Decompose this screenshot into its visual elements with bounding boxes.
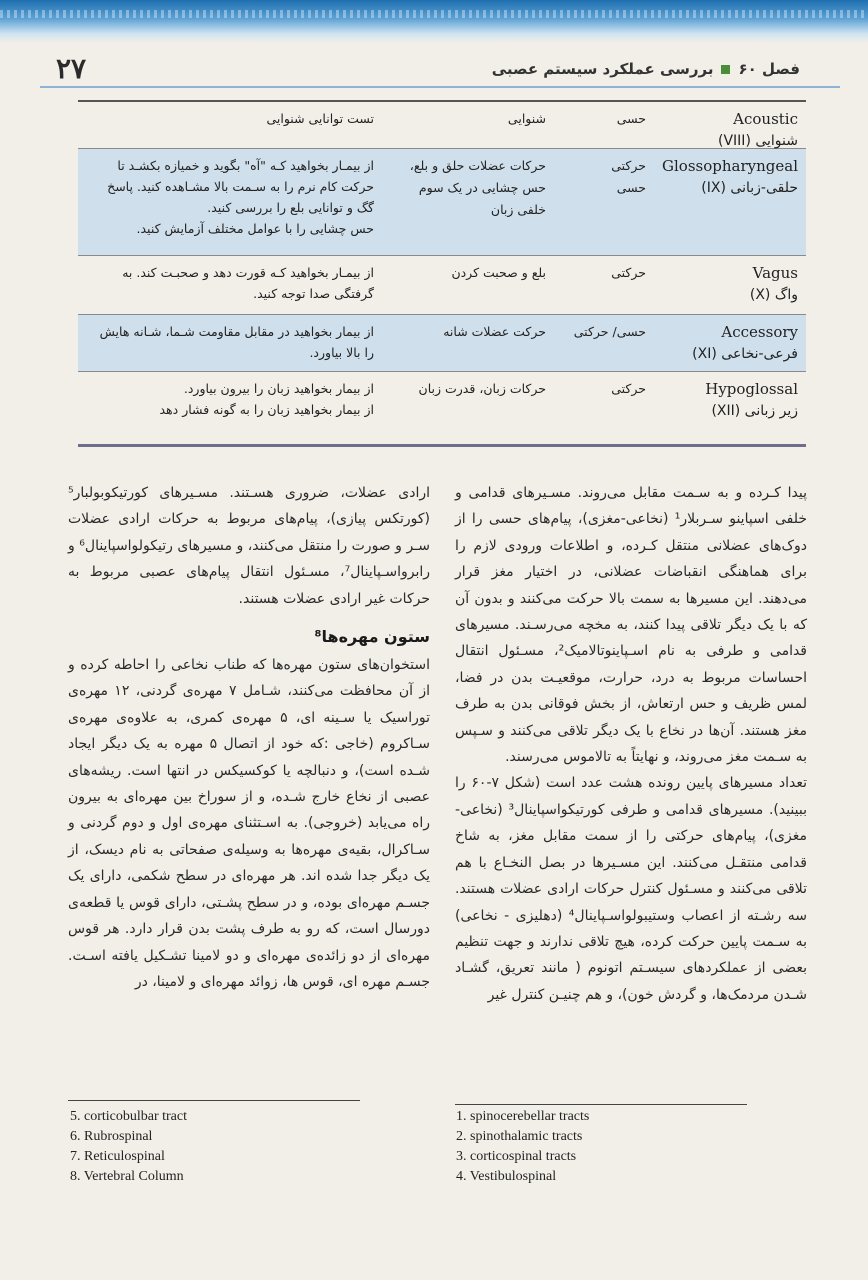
type-cell: حرکتی حسی	[611, 158, 646, 195]
page-number: ۲۷	[56, 52, 87, 85]
top-decorative-band	[0, 0, 868, 42]
nerve-cell	[640, 149, 798, 199]
nerve-english: Hypoglossal	[705, 380, 798, 398]
nerve-cell	[640, 315, 798, 365]
table-row	[78, 149, 806, 256]
footnote: 2. spinothalamic tracts	[456, 1129, 583, 1144]
nerve-cell	[640, 102, 798, 152]
test-cell: از بیمـار بخواهید کـه "آه" بگوید و خمیازه بکشـد تا حرکت کام نرم را به سـمت بالا مشـاهده کنید. پاسخ گگ و توانایی بلع را بررسی کنید. حس چشایی را با عوامل مختلف آزمایش کنید.	[107, 158, 374, 236]
cranial-nerves-table	[78, 100, 806, 446]
footnote: 6. Rubrospinal	[70, 1129, 153, 1144]
section-heading: ستون مهره‌ها⁸	[314, 627, 430, 647]
nerve-english: Acoustic	[733, 110, 798, 128]
table-row	[78, 315, 806, 372]
function-cell: حرکات عضلات حلق و بلع، حس چشایی در یک سوم خلفی زبان	[409, 158, 546, 217]
test-cell: از بیمار بخواهید در مقابل مقاومت شـما، شـانه هایش را بالا بیاورد.	[99, 324, 374, 360]
type-cell: حسی	[616, 111, 646, 126]
nerve-cell	[640, 372, 798, 422]
nerve-english: Accessory	[721, 323, 798, 341]
nerve-persian: واگ (X)	[749, 287, 798, 303]
function-cell: حرکت عضلات شانه	[443, 324, 546, 339]
paragraph: استخوان‌های ستون مهره‌ها که طناب نخاعی را احاطه کرده و از آن محافظت می‌کنند، شـامل ۷ مهره‌ی گردنی، ۱۲ مهره‌ی توراسیک یا سـینه ای، ۵ مهره‌ی کمری، به علاوه‌ی مهره‌ی سـاکروم (خاجی :که خود از اتصال ۵ مهره به یک دیگر ایجاد شـده است)، و دنبالچه یا کوکسیکس در انتها است. ریشه‌های عصبی از نخاع خارج شـده، و از سوراخ بین مهره‌ای به بیرون راه می‌یابد (خروجی). به اسـتثنای مهره‌ی اول و دوم گردنی و سـاکرال، بقیه‌ی مهره‌ها به وسیله‌ی صفحاتی به نام دیسک، از یک دیگر جدا شده اند. هر مهره‌ای در سطح شکمی، دارای یک جسـم مهره‌ای بوده، و در سطح پشـتی، دارای قوس یا قطعه‌ی دورسال است، که رو به طرف پشت بدن قرار دارد. هر قوس مهره‌ای از دو زائده‌ی مهره‌ای و دو لامینا تشـکیل یافته اسـت. جسـم مهره ای، قوس ها، زوائد مهره‌ای و لامینا، در	[68, 657, 431, 990]
table-row	[78, 102, 806, 149]
footnote: 3. corticospinal tracts	[456, 1149, 577, 1164]
chapter-title	[492, 60, 800, 78]
footnotes-right	[456, 1107, 589, 1187]
paragraph: پیدا کـرده و به سـمت مقابل می‌روند. مسـیرهای قدامی و خلفی اسپاینو سـربلار¹ (نخاعی-مغزی)، پیام‌های حسی را از دوک‌های عضلانی منتقل کـرده، و اطلاعات ورودی لازم را برای هماهنگی انقباضات عضلانی، در اختیار مغز قرار می‌دهند. این مسیرها به سمت بالا حرکت می‌کنند و بدون آن که با یک دیگر تلاقی پیدا کنند، به مخچه می‌رسـند. مسیرهای قدامی و طرفی به نام اسـپاینوتالامیک²، مسـئول انتقال احساسات مربوط به درد، حرارت، موقعیـت بدن در فضا، لمس ظریف و حس ارتعاش، از بخش فوقانی بدن به طرف مغز هستند. آن‌ها در نخاع با یک دیگر تلاقی می‌کنند و سـپس به سـمت مغز می‌روند، و نهایتاً به تالاموس می‌رسند.	[455, 485, 807, 766]
test-cell: تست توانایی شنوایی	[266, 111, 374, 126]
nerve-persian: فرعی-نخاعی (XI)	[692, 346, 798, 362]
function-cell: حرکات زبان، قدرت زبان	[418, 381, 546, 396]
square-bullet-icon	[721, 65, 730, 74]
nerve-english: Glossopharyngeal	[662, 157, 798, 175]
nerve-persian: حلقی-زبانی (IX)	[701, 180, 798, 196]
footnote: 7. Reticulospinal	[70, 1149, 165, 1164]
table-row	[78, 256, 806, 315]
chapter-label: فصل ۶۰	[738, 60, 800, 78]
footnote: 1. spinocerebellar tracts	[456, 1109, 590, 1124]
type-cell: حسی/ حرکتی	[573, 324, 646, 339]
table-bottom-rule	[78, 444, 806, 447]
footnote-rule	[68, 1100, 360, 1101]
chapter-name: بررسی عملکرد سیستم عصبی	[491, 60, 714, 78]
table-row	[78, 372, 806, 446]
footnote: 5. corticobulbar tract	[70, 1109, 188, 1124]
left-column	[68, 480, 430, 995]
nerve-persian: زیر زبانی (XII)	[711, 403, 798, 419]
footnotes-left	[70, 1107, 187, 1187]
function-cell: شنوایی	[507, 111, 546, 126]
nerve-cell	[640, 256, 798, 306]
test-cell: از بیمار بخواهید زبان را بیرون بیاورد. از بیمار بخواهید زبان را به گونه فشار دهد	[159, 381, 374, 417]
right-column	[455, 480, 807, 1008]
test-cell: از بیمـار بخواهید کـه قورت دهد و صحبـت کند. به گرفتگی صدا توجه کنید.	[122, 265, 374, 301]
type-cell: حرکتی	[611, 381, 646, 396]
page-header	[40, 50, 840, 88]
paragraph: ارادی عضلات، ضروری هسـتند. مسـیرهای کورتیکوبولبار⁵ (کورتکس پیازی)، پیام‌های مربوط به حرکات ارادی عضلات سـر و صورت را منتقل می‌کنند، و مسیرهای رتیکولواسپاینال⁶ و رابرواسـپاینال⁷، مسـئول انتقال پیام‌های عصبی مربوط به حرکات غیر ارادی عضلات هستند.	[68, 485, 430, 607]
nerve-persian: شنوایی (VIII)	[718, 133, 798, 149]
paragraph: تعداد مسیرهای پایین رونده هشت عدد است (شکل ۷-۶۰ را ببینید). مسیرهای قدامی و طرفی کورتیکواسپاینال³ (نخاعی-مغزی)، پیام‌های حرکتی را از سمت مقابل مغز، به شاخ قدامی منتقـل می‌کنند. این مسـیرها در بصل النخـاع با هم تلاقی می‌کنند و مسـئول کنترل حرکات ارادی عضلات هستند. سه رشـته از اعصاب وستیبولواسـپاینال⁴ (دهلیزی - نخاعی) به سـمت پایین حرکت کرده، هیچ تلاقی ندارند و جهت تنظیم بعضی از عملکردهای سیسـتم اتونوم ( مانند تعریق، گشـاد شـدن مردمک‌ها، و گردش خون)، و هم چنیـن کنترل غیر	[455, 775, 807, 1003]
nerve-english: Vagus	[752, 264, 798, 282]
footnote: 8. Vertebral Column	[70, 1169, 184, 1184]
footnote: 4. Vestibulospinal	[456, 1169, 557, 1184]
type-cell: حرکتی	[611, 265, 646, 280]
footnote-rule	[455, 1104, 747, 1105]
function-cell: بلع و صحبت کردن	[451, 265, 546, 280]
